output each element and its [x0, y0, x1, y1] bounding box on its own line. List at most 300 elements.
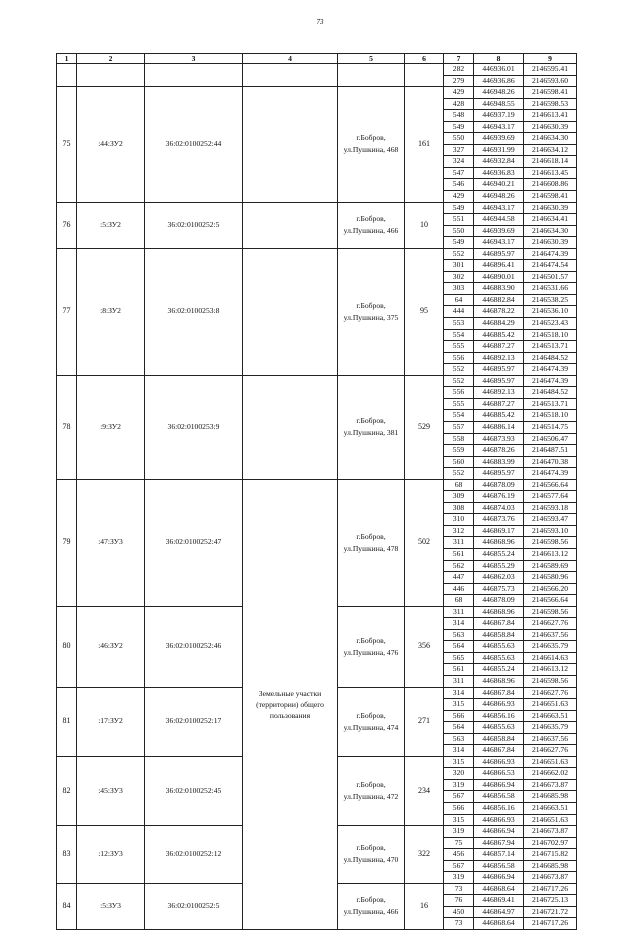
point-number-cell: 552 [444, 375, 474, 387]
point-number-cell: 314 [444, 618, 474, 630]
table-row [57, 64, 577, 76]
y-coordinate-cell: 2146715.82 [524, 849, 577, 861]
table-row [57, 87, 577, 99]
x-coordinate-cell: 446856.58 [474, 860, 524, 872]
x-coordinate-cell: 446887.27 [474, 398, 524, 410]
y-coordinate-cell: 2146531.66 [524, 283, 577, 295]
x-coordinate-cell: 446866.94 [474, 779, 524, 791]
cadastral-number-cell: 36:02:0100252:45 [145, 756, 243, 825]
y-coordinate-cell: 2146634.30 [524, 133, 577, 145]
point-number-cell: 563 [444, 629, 474, 641]
area-cell: 234 [405, 756, 444, 825]
point-number-cell: 279 [444, 75, 474, 87]
x-coordinate-cell: 446866.93 [474, 814, 524, 826]
header-row [57, 54, 577, 64]
row-number-cell: 77 [57, 248, 77, 375]
point-number-cell: 566 [444, 710, 474, 722]
parcel-designation-cell: :12:ЗУ3 [77, 826, 145, 884]
point-number-cell: 314 [444, 687, 474, 699]
point-number-cell: 320 [444, 768, 474, 780]
cadastral-number-cell: 36:02:0100253:9 [145, 375, 243, 479]
x-coordinate-cell: 446873.93 [474, 433, 524, 445]
y-coordinate-cell: 2146717.26 [524, 883, 577, 895]
y-coordinate-cell: 2146608.86 [524, 179, 577, 191]
y-coordinate-cell: 2146651.63 [524, 756, 577, 768]
y-coordinate-cell: 2146514.75 [524, 421, 577, 433]
point-number-cell: 547 [444, 167, 474, 179]
row-number-cell: 75 [57, 87, 77, 202]
purpose-cell [243, 202, 338, 248]
y-coordinate-cell: 2146598.53 [524, 98, 577, 110]
area-cell: 16 [405, 883, 444, 929]
y-coordinate-cell: 2146589.69 [524, 560, 577, 572]
y-coordinate-cell: 2146518.10 [524, 329, 577, 341]
point-number-cell: 564 [444, 641, 474, 653]
cadastral-number-cell: 36:02:0100253:8 [145, 248, 243, 375]
area-cell: 322 [405, 826, 444, 884]
cadastral-number-cell: 36:02:0100252:46 [145, 606, 243, 687]
cadastral-number-cell: 36:02:0100252:17 [145, 687, 243, 756]
x-coordinate-cell: 446878.26 [474, 445, 524, 457]
point-number-cell: 557 [444, 421, 474, 433]
y-coordinate-cell: 2146627.76 [524, 687, 577, 699]
x-coordinate-cell: 446855.63 [474, 641, 524, 653]
point-number-cell: 552 [444, 468, 474, 480]
x-coordinate-cell: 446895.97 [474, 468, 524, 480]
point-number-cell: 444 [444, 306, 474, 318]
x-coordinate-cell: 446866.93 [474, 699, 524, 711]
y-coordinate-cell: 2146613.45 [524, 167, 577, 179]
x-coordinate-cell: 446875.73 [474, 583, 524, 595]
page-number: 73 [316, 18, 324, 26]
point-number-cell: 556 [444, 352, 474, 364]
parcel-designation-cell: :9:ЗУ2 [77, 375, 145, 479]
x-coordinate-cell: 446855.24 [474, 548, 524, 560]
parcel-designation-cell: :17:ЗУ2 [77, 687, 145, 756]
y-coordinate-cell: 2146673.87 [524, 779, 577, 791]
parcel-designation-cell [77, 64, 145, 87]
x-coordinate-cell: 446867.84 [474, 745, 524, 757]
y-coordinate-cell: 2146663.51 [524, 803, 577, 815]
y-coordinate-cell: 2146613.12 [524, 664, 577, 676]
address-cell: г.Бобров, ул.Пушкина, 474 [338, 687, 405, 756]
x-coordinate-cell: 446858.84 [474, 629, 524, 641]
y-coordinate-cell: 2146651.63 [524, 814, 577, 826]
point-number-cell: 550 [444, 225, 474, 237]
point-number-cell: 429 [444, 87, 474, 99]
x-coordinate-cell: 446866.94 [474, 872, 524, 884]
y-coordinate-cell: 2146593.18 [524, 502, 577, 514]
x-coordinate-cell: 446932.84 [474, 156, 524, 168]
parcel-designation-cell: :46:ЗУ2 [77, 606, 145, 687]
x-coordinate-cell: 446855.24 [474, 664, 524, 676]
point-number-cell: 282 [444, 64, 474, 76]
y-coordinate-cell: 2146634.30 [524, 225, 577, 237]
cadastral-number-cell: 36:02:0100252:47 [145, 479, 243, 606]
point-number-cell: 314 [444, 745, 474, 757]
column-header: 5 [338, 54, 405, 64]
point-number-cell: 327 [444, 144, 474, 156]
point-number-cell: 559 [444, 445, 474, 457]
y-coordinate-cell: 2146630.39 [524, 202, 577, 214]
y-coordinate-cell: 2146634.12 [524, 144, 577, 156]
area-cell: 356 [405, 606, 444, 687]
table-row [57, 375, 577, 387]
y-coordinate-cell: 2146598.41 [524, 87, 577, 99]
y-coordinate-cell: 2146618.14 [524, 156, 577, 168]
point-number-cell: 567 [444, 860, 474, 872]
point-number-cell: 315 [444, 756, 474, 768]
purpose-cell: Земельные участки (территории) общего пользования [243, 479, 338, 929]
point-number-cell: 561 [444, 548, 474, 560]
point-number-cell: 311 [444, 606, 474, 618]
x-coordinate-cell: 446874.03 [474, 502, 524, 514]
x-coordinate-cell: 446883.90 [474, 283, 524, 295]
point-number-cell: 73 [444, 918, 474, 930]
address-cell: г.Бобров, ул.Пушкина, 466 [338, 883, 405, 929]
point-number-cell: 549 [444, 202, 474, 214]
x-coordinate-cell: 446868.64 [474, 883, 524, 895]
row-number-cell: 78 [57, 375, 77, 479]
row-number-cell: 83 [57, 826, 77, 884]
x-coordinate-cell: 446892.13 [474, 387, 524, 399]
point-number-cell: 75 [444, 837, 474, 849]
y-coordinate-cell: 2146717.26 [524, 918, 577, 930]
x-coordinate-cell: 446886.14 [474, 421, 524, 433]
x-coordinate-cell: 446939.69 [474, 133, 524, 145]
y-coordinate-cell: 2146637.56 [524, 629, 577, 641]
point-number-cell: 73 [444, 883, 474, 895]
address-cell: г.Бобров, ул.Пушкина, 478 [338, 479, 405, 606]
y-coordinate-cell: 2146630.39 [524, 121, 577, 133]
point-number-cell: 561 [444, 664, 474, 676]
area-cell: 502 [405, 479, 444, 606]
y-coordinate-cell: 2146484.52 [524, 352, 577, 364]
x-coordinate-cell: 446940.21 [474, 179, 524, 191]
point-number-cell: 301 [444, 260, 474, 272]
row-number-cell: 79 [57, 479, 77, 606]
address-cell: г.Бобров, ул.Пушкина, 466 [338, 202, 405, 248]
cadastral-number-cell: 36:02:0100252:44 [145, 87, 243, 202]
y-coordinate-cell: 2146474.39 [524, 364, 577, 376]
y-coordinate-cell: 2146635.79 [524, 722, 577, 734]
y-coordinate-cell: 2146685.98 [524, 860, 577, 872]
x-coordinate-cell: 446948.55 [474, 98, 524, 110]
x-coordinate-cell: 446936.01 [474, 64, 524, 76]
purpose-cell [243, 248, 338, 375]
x-coordinate-cell: 446943.17 [474, 237, 524, 249]
x-coordinate-cell: 446867.94 [474, 837, 524, 849]
y-coordinate-cell: 2146663.51 [524, 710, 577, 722]
y-coordinate-cell: 2146598.56 [524, 606, 577, 618]
x-coordinate-cell: 446855.29 [474, 560, 524, 572]
point-number-cell: 68 [444, 479, 474, 491]
x-coordinate-cell: 446943.17 [474, 121, 524, 133]
y-coordinate-cell: 2146580.96 [524, 572, 577, 584]
y-coordinate-cell: 2146593.47 [524, 514, 577, 526]
x-coordinate-cell: 446868.96 [474, 537, 524, 549]
point-number-cell: 552 [444, 364, 474, 376]
area-cell [405, 64, 444, 87]
point-number-cell: 552 [444, 248, 474, 260]
y-coordinate-cell: 2146627.76 [524, 618, 577, 630]
point-number-cell: 429 [444, 191, 474, 203]
table-row [57, 479, 577, 491]
point-number-cell: 550 [444, 133, 474, 145]
address-cell: г.Бобров, ул.Пушкина, 476 [338, 606, 405, 687]
cadastral-number-cell: 36:02:0100252:5 [145, 883, 243, 929]
point-number-cell: 311 [444, 675, 474, 687]
point-number-cell: 319 [444, 826, 474, 838]
x-coordinate-cell: 446948.26 [474, 87, 524, 99]
x-coordinate-cell: 446866.94 [474, 826, 524, 838]
y-coordinate-cell: 2146577.64 [524, 491, 577, 503]
x-coordinate-cell: 446876.19 [474, 491, 524, 503]
x-coordinate-cell: 446895.97 [474, 375, 524, 387]
y-coordinate-cell: 2146702.97 [524, 837, 577, 849]
address-cell: г.Бобров, ул.Пушкина, 468 [338, 87, 405, 202]
point-number-cell: 64 [444, 294, 474, 306]
x-coordinate-cell: 446895.97 [474, 248, 524, 260]
x-coordinate-cell: 446885.42 [474, 410, 524, 422]
x-coordinate-cell: 446892.13 [474, 352, 524, 364]
point-number-cell: 447 [444, 572, 474, 584]
address-cell: г.Бобров, ул.Пушкина, 381 [338, 375, 405, 479]
y-coordinate-cell: 2146598.41 [524, 191, 577, 203]
cadastral-number-cell: 36:02:0100252:5 [145, 202, 243, 248]
point-number-cell: 565 [444, 652, 474, 664]
y-coordinate-cell: 2146614.63 [524, 652, 577, 664]
x-coordinate-cell: 446864.97 [474, 906, 524, 918]
point-number-cell: 556 [444, 387, 474, 399]
x-coordinate-cell: 446878.09 [474, 595, 524, 607]
y-coordinate-cell: 2146685.98 [524, 791, 577, 803]
point-number-cell: 553 [444, 318, 474, 330]
point-number-cell: 450 [444, 906, 474, 918]
point-number-cell: 446 [444, 583, 474, 595]
point-number-cell: 551 [444, 214, 474, 226]
x-coordinate-cell: 446868.64 [474, 918, 524, 930]
y-coordinate-cell: 2146627.76 [524, 745, 577, 757]
column-header: 4 [243, 54, 338, 64]
x-coordinate-cell: 446867.84 [474, 687, 524, 699]
point-number-cell: 319 [444, 872, 474, 884]
x-coordinate-cell: 446856.16 [474, 710, 524, 722]
y-coordinate-cell: 2146523.43 [524, 318, 577, 330]
x-coordinate-cell: 446882.84 [474, 294, 524, 306]
area-cell: 529 [405, 375, 444, 479]
y-coordinate-cell: 2146566.64 [524, 479, 577, 491]
x-coordinate-cell: 446866.53 [474, 768, 524, 780]
row-number-cell: 84 [57, 883, 77, 929]
y-coordinate-cell: 2146484.52 [524, 387, 577, 399]
area-cell: 95 [405, 248, 444, 375]
x-coordinate-cell: 446855.63 [474, 722, 524, 734]
point-number-cell: 68 [444, 595, 474, 607]
purpose-cell [243, 375, 338, 479]
table-row [57, 202, 577, 214]
address-cell: г.Бобров, ул.Пушкина, 472 [338, 756, 405, 825]
address-cell [338, 64, 405, 87]
point-number-cell: 555 [444, 341, 474, 353]
x-coordinate-cell: 446896.41 [474, 260, 524, 272]
column-header: 7 [444, 54, 474, 64]
y-coordinate-cell: 2146513.71 [524, 341, 577, 353]
point-number-cell: 76 [444, 895, 474, 907]
address-cell: г.Бобров, ул.Пушкина, 470 [338, 826, 405, 884]
point-number-cell: 302 [444, 271, 474, 283]
point-number-cell: 549 [444, 121, 474, 133]
x-coordinate-cell: 446857.14 [474, 849, 524, 861]
point-number-cell: 324 [444, 156, 474, 168]
x-coordinate-cell: 446867.84 [474, 618, 524, 630]
point-number-cell: 554 [444, 329, 474, 341]
y-coordinate-cell: 2146598.56 [524, 675, 577, 687]
y-coordinate-cell: 2146637.56 [524, 733, 577, 745]
column-header: 3 [145, 54, 243, 64]
point-number-cell: 309 [444, 491, 474, 503]
point-number-cell: 548 [444, 110, 474, 122]
y-coordinate-cell: 2146613.12 [524, 548, 577, 560]
y-coordinate-cell: 2146662.02 [524, 768, 577, 780]
x-coordinate-cell: 446885.42 [474, 329, 524, 341]
point-number-cell: 315 [444, 814, 474, 826]
y-coordinate-cell: 2146595.41 [524, 64, 577, 76]
point-number-cell: 558 [444, 433, 474, 445]
y-coordinate-cell: 2146613.41 [524, 110, 577, 122]
point-number-cell: 546 [444, 179, 474, 191]
point-number-cell: 456 [444, 849, 474, 861]
y-coordinate-cell: 2146725.13 [524, 895, 577, 907]
point-number-cell: 428 [444, 98, 474, 110]
point-number-cell: 567 [444, 791, 474, 803]
y-coordinate-cell: 2146506.47 [524, 433, 577, 445]
x-coordinate-cell: 446948.26 [474, 191, 524, 203]
purpose-cell [243, 87, 338, 202]
x-coordinate-cell: 446931.99 [474, 144, 524, 156]
point-number-cell: 564 [444, 722, 474, 734]
x-coordinate-cell: 446943.17 [474, 202, 524, 214]
y-coordinate-cell: 2146630.39 [524, 237, 577, 249]
x-coordinate-cell: 446856.58 [474, 791, 524, 803]
y-coordinate-cell: 2146501.57 [524, 271, 577, 283]
y-coordinate-cell: 2146566.64 [524, 595, 577, 607]
point-number-cell: 555 [444, 398, 474, 410]
x-coordinate-cell: 446883.99 [474, 456, 524, 468]
table-row [57, 248, 577, 260]
x-coordinate-cell: 446855.63 [474, 652, 524, 664]
area-cell: 10 [405, 202, 444, 248]
y-coordinate-cell: 2146651.63 [524, 699, 577, 711]
x-coordinate-cell: 446884.29 [474, 318, 524, 330]
y-coordinate-cell: 2146474.54 [524, 260, 577, 272]
cadastral-number-cell [145, 64, 243, 87]
point-number-cell: 312 [444, 525, 474, 537]
x-coordinate-cell: 446936.83 [474, 167, 524, 179]
point-number-cell: 554 [444, 410, 474, 422]
row-number-cell: 82 [57, 756, 77, 825]
y-coordinate-cell: 2146513.71 [524, 398, 577, 410]
x-coordinate-cell: 446890.01 [474, 271, 524, 283]
parcel-designation-cell: :5:ЗУ2 [77, 202, 145, 248]
y-coordinate-cell: 2146721.72 [524, 906, 577, 918]
row-number-cell [57, 64, 77, 87]
point-number-cell: 563 [444, 733, 474, 745]
parcel-designation-cell: :47:ЗУ3 [77, 479, 145, 606]
y-coordinate-cell: 2146593.60 [524, 75, 577, 87]
point-number-cell: 549 [444, 237, 474, 249]
parcel-designation-cell: :45:ЗУ3 [77, 756, 145, 825]
y-coordinate-cell: 2146536.10 [524, 306, 577, 318]
column-header: 8 [474, 54, 524, 64]
y-coordinate-cell: 2146566.20 [524, 583, 577, 595]
point-number-cell: 308 [444, 502, 474, 514]
y-coordinate-cell: 2146518.10 [524, 410, 577, 422]
y-coordinate-cell: 2146474.39 [524, 248, 577, 260]
point-number-cell: 562 [444, 560, 474, 572]
y-coordinate-cell: 2146673.87 [524, 872, 577, 884]
y-coordinate-cell: 2146470.38 [524, 456, 577, 468]
x-coordinate-cell: 446862.03 [474, 572, 524, 584]
point-number-cell: 310 [444, 514, 474, 526]
y-coordinate-cell: 2146593.10 [524, 525, 577, 537]
parcel-designation-cell: :8:ЗУ2 [77, 248, 145, 375]
parcel-designation-cell: :5:ЗУ3 [77, 883, 145, 929]
x-coordinate-cell: 446866.93 [474, 756, 524, 768]
x-coordinate-cell: 446878.09 [474, 479, 524, 491]
row-number-cell: 81 [57, 687, 77, 756]
y-coordinate-cell: 2146474.39 [524, 468, 577, 480]
x-coordinate-cell: 446887.27 [474, 341, 524, 353]
parcel-designation-cell: :44:ЗУ2 [77, 87, 145, 202]
row-number-cell: 80 [57, 606, 77, 687]
column-header: 9 [524, 54, 577, 64]
point-number-cell: 319 [444, 779, 474, 791]
x-coordinate-cell: 446936.86 [474, 75, 524, 87]
point-number-cell: 303 [444, 283, 474, 295]
row-number-cell: 76 [57, 202, 77, 248]
column-header: 6 [405, 54, 444, 64]
column-header: 2 [77, 54, 145, 64]
x-coordinate-cell: 446873.76 [474, 514, 524, 526]
y-coordinate-cell: 2146635.79 [524, 641, 577, 653]
point-number-cell: 311 [444, 537, 474, 549]
y-coordinate-cell: 2146474.39 [524, 375, 577, 387]
point-number-cell: 560 [444, 456, 474, 468]
area-cell: 161 [405, 87, 444, 202]
address-cell: г.Бобров, ул.Пушкина, 375 [338, 248, 405, 375]
x-coordinate-cell: 446868.96 [474, 606, 524, 618]
x-coordinate-cell: 446869.41 [474, 895, 524, 907]
x-coordinate-cell: 446944.58 [474, 214, 524, 226]
x-coordinate-cell: 446869.17 [474, 525, 524, 537]
purpose-cell [243, 64, 338, 87]
y-coordinate-cell: 2146598.56 [524, 537, 577, 549]
x-coordinate-cell: 446937.19 [474, 110, 524, 122]
y-coordinate-cell: 2146634.41 [524, 214, 577, 226]
point-number-cell: 566 [444, 803, 474, 815]
y-coordinate-cell: 2146487.51 [524, 445, 577, 457]
x-coordinate-cell: 446858.84 [474, 733, 524, 745]
y-coordinate-cell: 2146673.87 [524, 826, 577, 838]
x-coordinate-cell: 446939.69 [474, 225, 524, 237]
cadastral-number-cell: 36:02:0100252:12 [145, 826, 243, 884]
coordinates-table [56, 53, 577, 930]
point-number-cell: 315 [444, 699, 474, 711]
x-coordinate-cell: 446856.16 [474, 803, 524, 815]
y-coordinate-cell: 2146538.25 [524, 294, 577, 306]
x-coordinate-cell: 446868.96 [474, 675, 524, 687]
